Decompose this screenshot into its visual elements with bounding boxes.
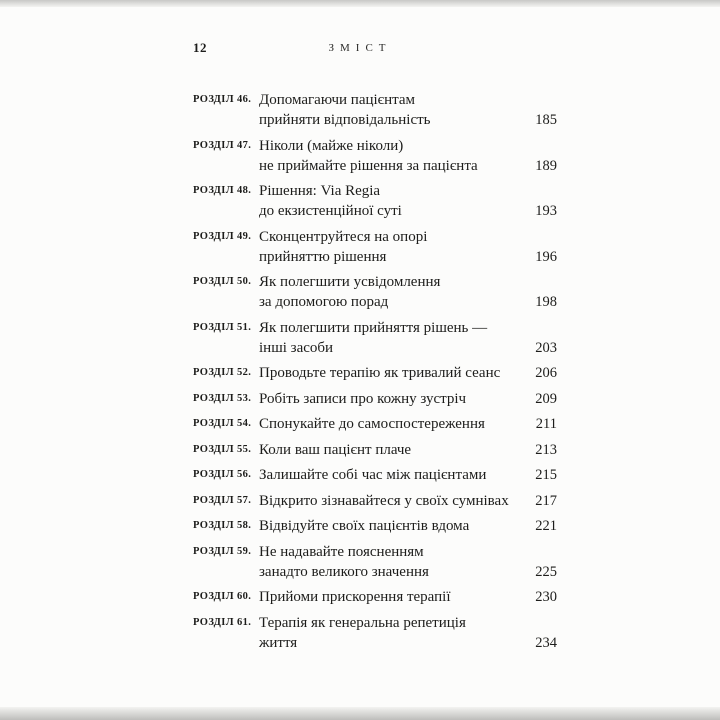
- entry-page-number: 230: [535, 589, 557, 605]
- toc-entry: [193, 491, 557, 511]
- entry-page-number: 215: [535, 467, 557, 483]
- chapter-label: РОЗДІЛ 58.: [193, 520, 252, 531]
- book-page: [193, 40, 557, 658]
- chapter-label: РОЗДІЛ 60.: [193, 591, 252, 602]
- chapter-label: РОЗДІЛ 57.: [193, 494, 252, 506]
- entry-page-number: 185: [535, 112, 557, 128]
- entry-title: [259, 227, 527, 267]
- chapter-label: РОЗДІЛ 52.: [193, 367, 252, 378]
- page-edge-bottom: [0, 707, 720, 720]
- toc-entry: [193, 389, 557, 409]
- entry-title-line: Відвідуйте своїх пацієнтів вдома: [259, 518, 470, 534]
- entry-page-number: 217: [535, 492, 557, 509]
- entry-title: [259, 363, 527, 383]
- toc-entry: [193, 227, 557, 267]
- entry-title-line: Залишайте собі час між пацієнтами: [259, 467, 487, 483]
- chapter-label: РОЗДІЛ 50.: [193, 276, 252, 287]
- entry-title: [259, 181, 527, 221]
- toc-entry: [193, 318, 557, 358]
- running-title: ЗМІСТ: [328, 42, 392, 54]
- entry-title-line: прийняттю рішення: [259, 248, 387, 265]
- entry-title: [259, 465, 527, 485]
- entry-title-line: Коли ваш пацієнт плаче: [259, 441, 412, 458]
- toc-entry: [193, 414, 557, 434]
- entry-title: [259, 414, 528, 434]
- toc-entry: [193, 587, 557, 607]
- toc-entry: [193, 272, 557, 312]
- entry-title-line: Ніколи (майже ніколи): [259, 137, 404, 154]
- toc-entry: [193, 363, 557, 383]
- entry-title-line: життя: [259, 634, 298, 651]
- entry-title-line: Не надавайте поясненням: [259, 543, 424, 560]
- entry-title-line: не приймайте рішення за пацієнта: [259, 157, 478, 174]
- chapter-label: РОЗДІЛ 55.: [193, 443, 252, 455]
- entry-title: [259, 587, 527, 607]
- entry-page-number: 213: [535, 441, 557, 458]
- entry-page-number: 225: [535, 563, 557, 580]
- toc-entry: [193, 440, 557, 460]
- chapter-label: РОЗДІЛ 46.: [193, 94, 252, 105]
- entry-title-line: Терапія як генеральна репетиція: [259, 614, 466, 631]
- chapter-label: РОЗДІЛ 61.: [193, 616, 252, 628]
- entry-page-number: 198: [535, 294, 557, 310]
- toc-entry: [193, 181, 557, 221]
- page-header: [193, 40, 557, 58]
- entry-title-line: Робіть записи про кожну зустріч: [259, 390, 467, 407]
- entry-title: [259, 90, 527, 130]
- entry-title-line: Рішення: Via Regia: [259, 183, 381, 199]
- toc-entry: [193, 465, 557, 485]
- entry-title: [259, 136, 527, 176]
- entry-title-line: до екзистенційної суті: [259, 203, 402, 219]
- chapter-label: РОЗДІЛ 54.: [193, 418, 252, 429]
- page-number: 12: [193, 40, 207, 55]
- entry-title: [259, 613, 527, 653]
- entry-page-number: 211: [535, 416, 557, 432]
- toc-entry: [193, 542, 557, 582]
- chapter-label: РОЗДІЛ 53.: [193, 392, 252, 404]
- toc-entry: [193, 136, 557, 176]
- toc-entry: [193, 613, 557, 653]
- toc-entry: [193, 90, 557, 130]
- chapter-label: РОЗДІЛ 59.: [193, 545, 252, 557]
- entry-title: [259, 440, 527, 460]
- entry-title: [259, 389, 527, 409]
- entry-page-number: 196: [535, 248, 557, 265]
- entry-page-number: 209: [535, 390, 557, 407]
- chapter-label: РОЗДІЛ 56.: [193, 469, 252, 480]
- entry-title-line: Як полегшити усвідомлення: [259, 274, 441, 290]
- chapter-label: РОЗДІЛ 49.: [193, 230, 252, 242]
- entry-title-line: занадто великого значення: [259, 563, 429, 580]
- entry-page-number: 221: [535, 518, 557, 534]
- page-edge-top: [0, 0, 720, 7]
- chapter-label: РОЗДІЛ 51.: [193, 321, 252, 333]
- entry-title-line: Допомагаючи пацієнтам: [259, 92, 416, 108]
- chapter-label: РОЗДІЛ 48.: [193, 185, 252, 196]
- entry-title-line: інші засоби: [259, 339, 334, 356]
- entry-title-line: прийняти відповідальність: [259, 112, 431, 128]
- entry-page-number: 193: [535, 203, 557, 219]
- entry-page-number: 203: [535, 339, 557, 356]
- entry-page-number: 189: [535, 157, 557, 174]
- entry-title: [259, 542, 527, 582]
- entry-title-line: Проводьте терапію як тривалий сеанс: [259, 365, 501, 381]
- entry-title-line: Спонукайте до самоспостереження: [259, 416, 485, 432]
- entry-title: [259, 491, 527, 511]
- entry-title: [259, 318, 527, 358]
- entry-page-number: 206: [535, 365, 557, 381]
- entry-title-line: Відкрито зізнавайтеся у своїх сумнівах: [259, 492, 509, 509]
- toc-list: [193, 90, 557, 653]
- entry-title: [259, 272, 527, 312]
- toc-entry: [193, 516, 557, 536]
- entry-title-line: Сконцентруйтеся на опорі: [259, 228, 428, 245]
- chapter-label: РОЗДІЛ 47.: [193, 139, 252, 151]
- entry-title-line: Як полегшити прийняття рішень —: [259, 319, 488, 336]
- entry-page-number: 234: [535, 634, 557, 651]
- entry-title-line: Прийоми прискорення терапії: [259, 589, 451, 605]
- entry-title-line: за допомогою порад: [259, 294, 389, 310]
- entry-title: [259, 516, 527, 536]
